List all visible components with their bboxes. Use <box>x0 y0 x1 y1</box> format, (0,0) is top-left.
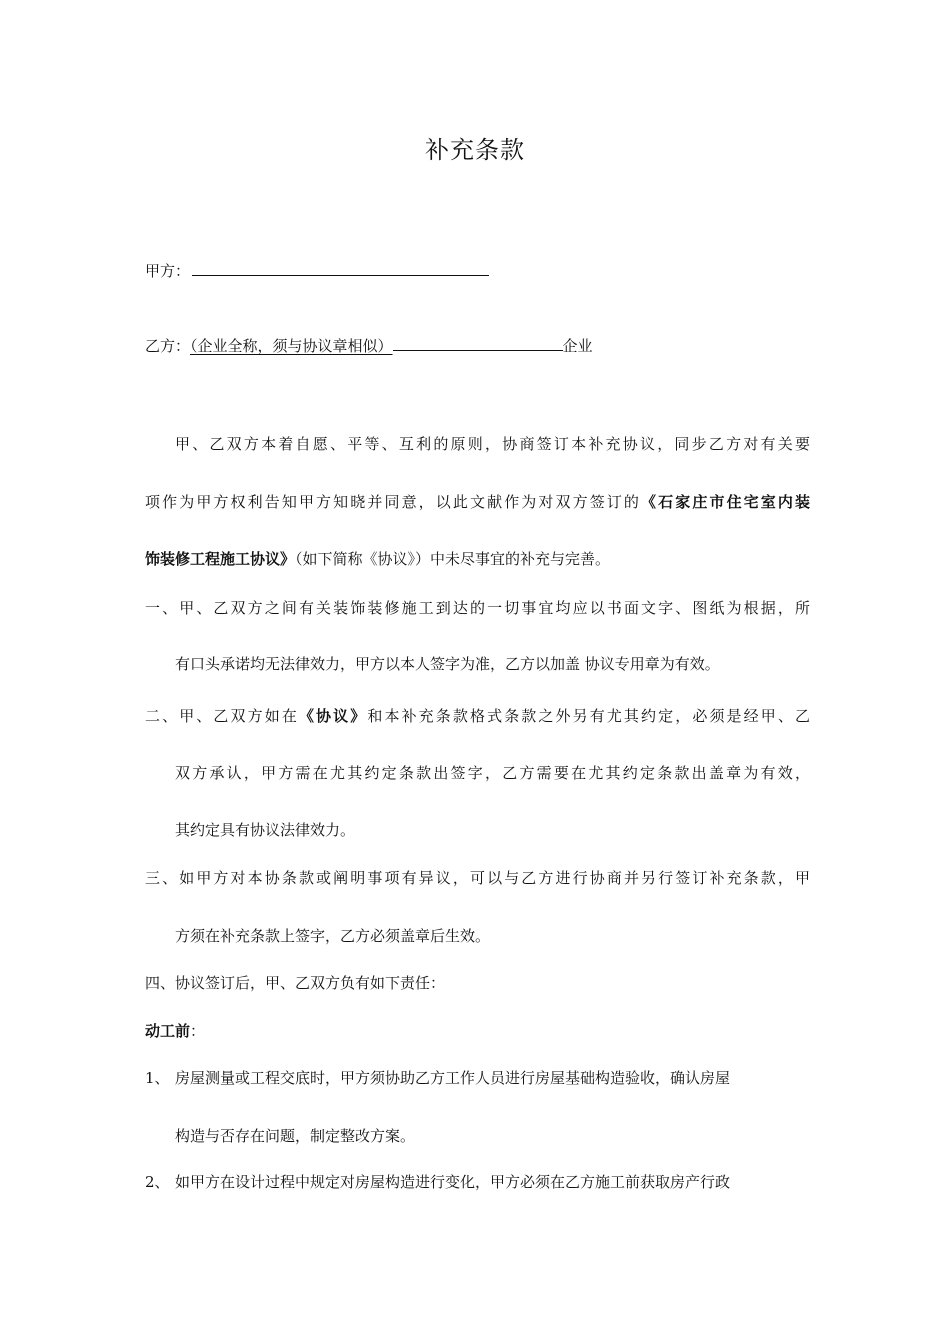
intro-line-2 <box>145 490 810 514</box>
party-a-row <box>145 259 810 283</box>
party-b-row <box>145 334 810 358</box>
item-2-row <box>145 1170 810 1194</box>
intro-line-2-text: 项作为甲方权利告知甲方知晓并同意，以此文献作为对双方签订的 <box>145 493 642 511</box>
item-1-number: 1、 <box>145 1069 170 1087</box>
party-b-suffix: 企业 <box>562 337 593 355</box>
item-1-line-2: 构造与否存在问题，制定整改方案。 <box>175 1127 416 1145</box>
item-2-number: 2、 <box>145 1173 170 1191</box>
party-a-label: 甲方： <box>145 262 191 280</box>
item-1-line-1: 房屋测量或工程交底时，甲方须协助乙方工作人员进行房屋基础构造验收，确认房屋 <box>175 1069 731 1087</box>
before-work-colon: ： <box>190 1022 206 1040</box>
clause-2-line-2: 双方承认，甲方需在尤其约定条款出签字，乙方需要在尤其约定条款出盖章为有效， <box>175 764 810 782</box>
item-2-line-1: 如甲方在设计过程中规定对房屋构造进行变化，甲方必须在乙方施工前获取房产行政 <box>175 1173 731 1191</box>
clause-2-text-c: 和本补充条款格式条款之外另有尤其约定，必须是经甲、乙 <box>367 707 810 725</box>
before-work-heading: 动工前 <box>145 1022 191 1040</box>
party-b-field[interactable]: （企业全称，须与协议章相似） <box>190 337 393 355</box>
intro-line-1: 甲、乙双方本着自愿、平等、互利的原则，协商签订本补充协议，同步乙方对有关要 <box>175 435 810 453</box>
intro-line-3-text: （如下简称《协议》）中未尽事宜的补充与完善。 <box>295 550 611 568</box>
clause-3-line-1: 三、如甲方对本协条款或阐明事项有异议，可以与乙方进行协商并另行签订补充条款，甲 <box>145 869 810 887</box>
clause-4-line-1: 四、协议签订后，甲、乙双方负有如下责任： <box>145 974 446 992</box>
document-title: 补充条款 <box>425 136 525 164</box>
clause-2-line-1 <box>145 704 810 728</box>
intro-line-3 <box>145 547 810 571</box>
intro-agreement-title-part2: 饰装修工程施工协议》 <box>145 550 296 568</box>
clause-2-line-3: 其约定具有协议法律效力。 <box>175 821 356 839</box>
clause-2-text-a: 二、甲、乙双方如在 <box>145 707 299 725</box>
clause-3-line-2: 方须在补充条款上签字，乙方必须盖章后生效。 <box>175 927 491 945</box>
party-b-underline <box>393 336 563 351</box>
intro-agreement-title-part1: 《石家庄市住宅室内装 <box>641 493 810 511</box>
before-work-heading-row <box>145 1019 810 1043</box>
party-a-blank-field[interactable] <box>192 261 489 276</box>
party-b-label: 乙方： <box>145 337 191 355</box>
clause-2-agreement-ref: 《协议》 <box>298 707 368 725</box>
item-1-row <box>145 1066 810 1090</box>
clause-1-line-2: 有口头承诺均无法律效力，甲方以本人签字为准，乙方以加盖 协议专用章为有效。 <box>175 655 720 673</box>
clause-1-line-1: 一、甲、乙双方之间有关装饰装修施工到达的一切事宜均应以书面文字、图纸为根据，所 <box>145 599 810 617</box>
